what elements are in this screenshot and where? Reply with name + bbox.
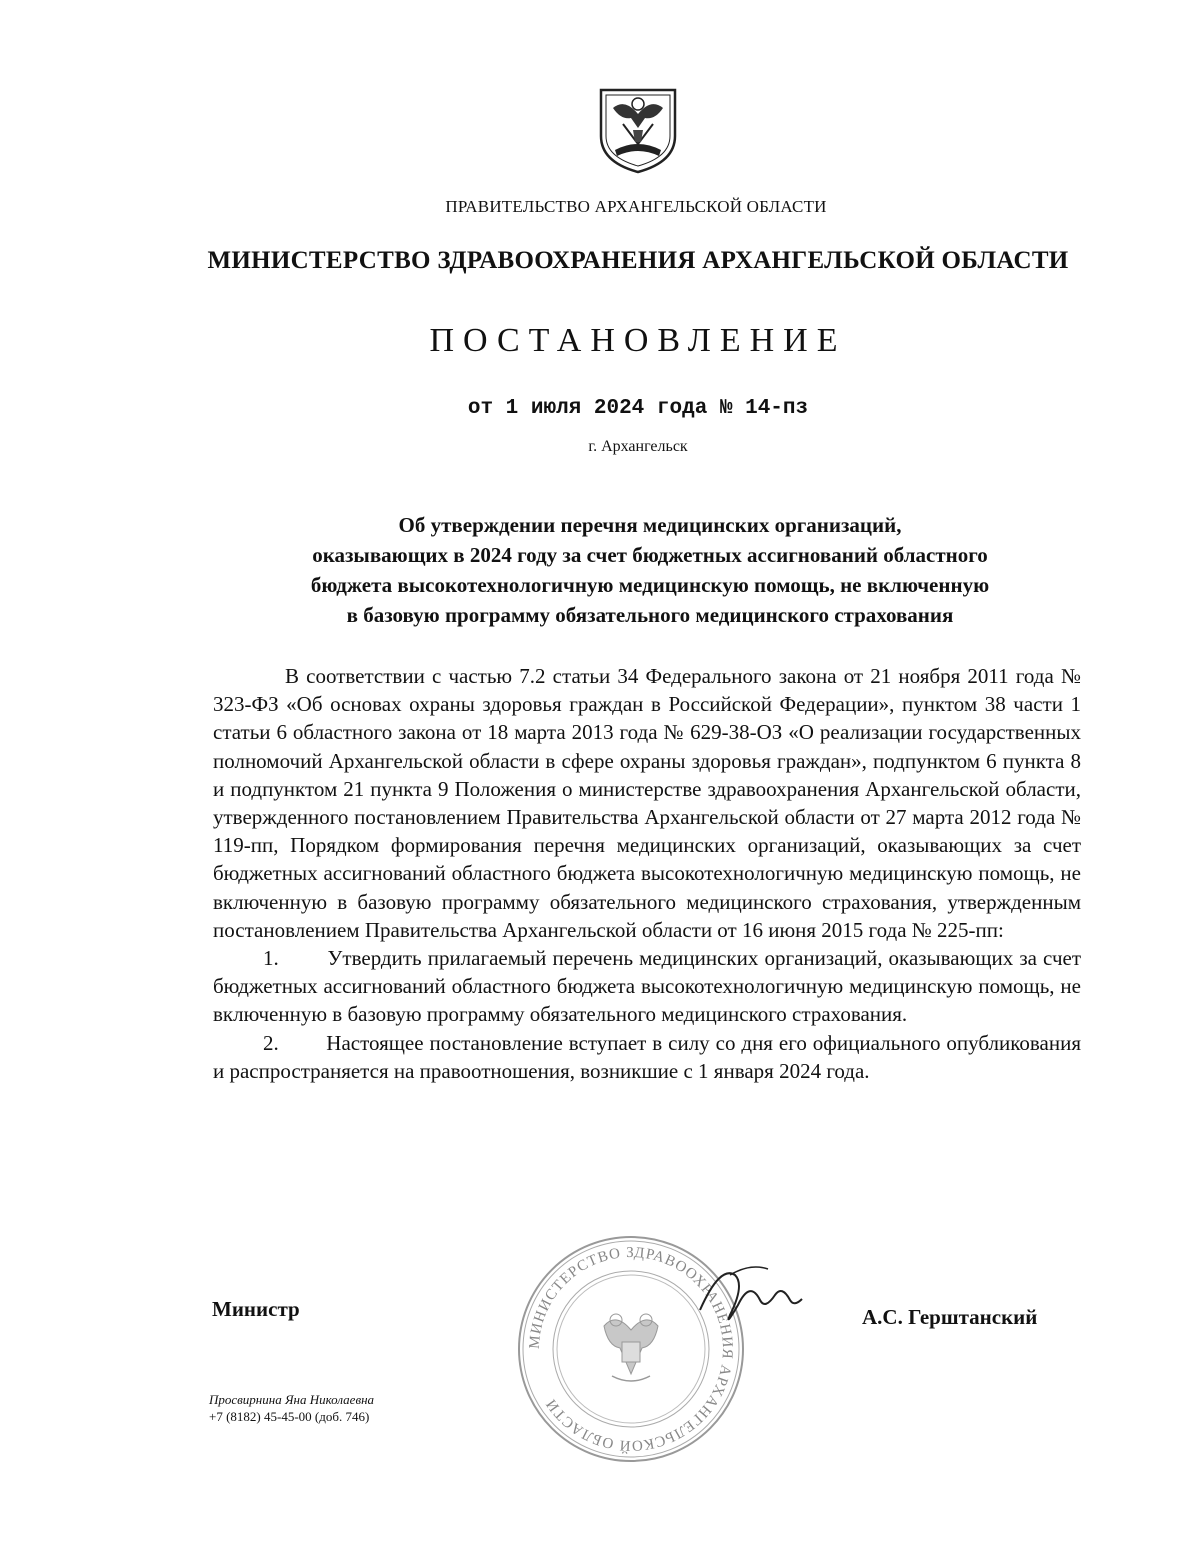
signer-name: А.С. Герштанский [862,1305,1038,1329]
title-line: бюджета высокотехнологичную медицинскую помощь, не включенную [310,573,990,597]
document-title [200,510,1100,630]
document-body [213,662,1081,1085]
title-line: в базовую программу обязательного медицинского страхования [346,603,954,627]
title-line: оказывающих в 2024 году за счет бюджетных ассигнований областного [312,543,988,567]
clause-2: 2. Настоящее постановление вступает в силу со дня его официального опубликования и распространяется на правоотношения, возникшие с 1 января 2024 года. [213,1030,1081,1083]
coat-of-arms-emblem [593,84,683,174]
clause-1: 1. Утвердить прилагаемый перечень медицинских организаций, оказывающих за счет бюджетных ассигнований областного бюджета высокотехнологичную медицинскую помощь, не включенную в базовую программу обязательного медицинского страхования. [213,946,1081,1027]
executor-contact [209,1391,374,1425]
executor-name: Просвирнина Яна Николаевна [209,1392,375,1407]
government-name: ПРАВИТЕЛЬСТВО АРХАНГЕЛЬСКОЙ ОБЛАСТИ [445,197,827,216]
document-date-number: от 1 июля 2024 года № 14-пз [467,397,809,420]
document-type: ПОСТАНОВЛЕНИЕ [429,322,847,359]
executor-phone: +7 (8182) 45-45-00 (доб. 746) [209,1409,370,1424]
svg-text:МИНИСТЕРСТВО ЗДРАВООХРАНЕНИЯ А: МИНИСТЕРСТВО ЗДРАВООХРАНЕНИЯ АРХАНГЕЛЬСКОЙ ОБЛАСТИ [526,1244,736,1454]
preamble-paragraph: В соответствии с частью 7.2 статьи 34 Федерального закона от 21 ноября 2011 года № 323-ФЗ «Об основах охраны здоровья граждан в Российской Федерации», пунктом 38 части 1 статьи 6 областного закона от 18 марта 2013 года № 629-38-ОЗ «О реализации государственных полномочий Архангельской области в сфере охраны здоровья граждан», подпунктом 6 пункта 8 и подпунктом 21 пункта 9 Положения о министерстве здравоохранения Архангельской области, утвержденного постановлением Правительства Архангельской области от 27 марта 2012 года № 119-пп, Порядком формирования перечня медицинских организаций, оказывающих за счет бюджетных ассигнований областного бюджета высокотехнологичную медицинскую помощь, не включенную в базовую программу обязательного медицинского страхования, утвержденным постановлением Правительства Архангельской области от 16 июня 2015 года № 225-пп: [213,664,1081,942]
title-line: Об утверждении перечня медицинских организаций, [398,513,902,537]
signer-title: Министр [212,1297,300,1321]
handwritten-signature [690,1255,810,1335]
document-city: г. Архангельск [588,438,688,455]
ministry-name: МИНИСТЕРСТВО ЗДРАВООХРАНЕНИЯ АРХАНГЕЛЬСКОЙ ОБЛАСТИ [207,247,1069,274]
